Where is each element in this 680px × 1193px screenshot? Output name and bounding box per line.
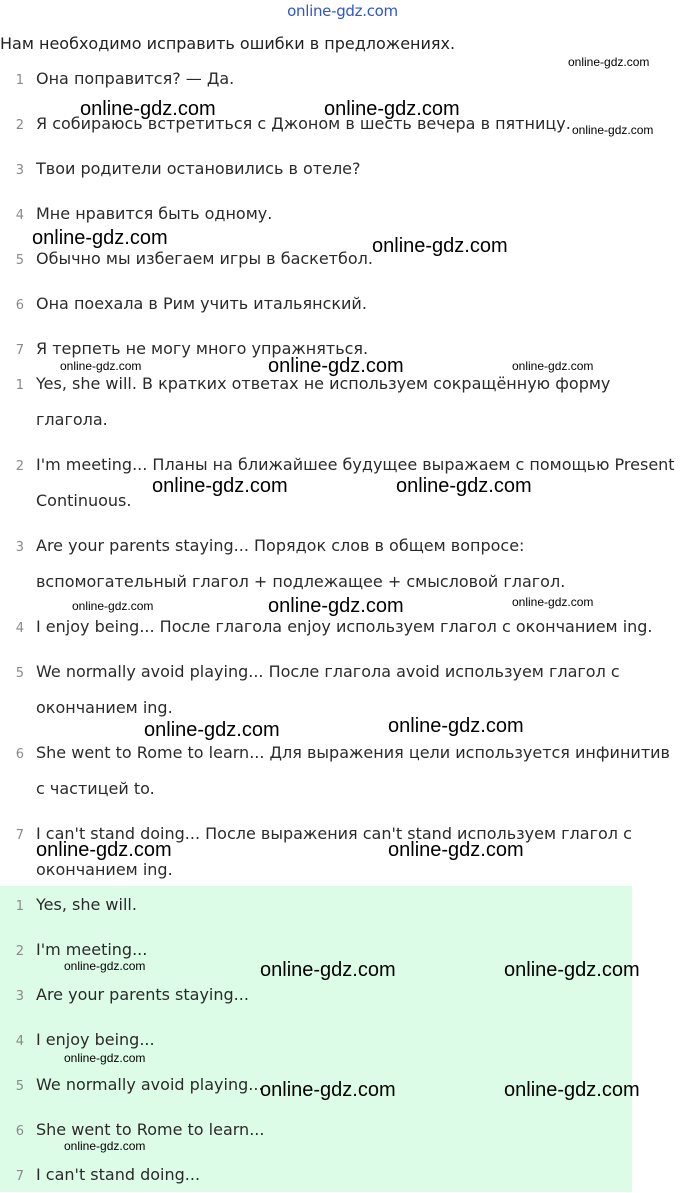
item-number: 4	[15, 208, 24, 223]
watermark: online-gdz.com	[504, 1079, 640, 1101]
watermark: online-gdz.com	[32, 227, 168, 249]
item-text-line1: Yes, she will. В кратких ответах не используем сокращённую форму	[36, 374, 611, 393]
item-text-line2: с частицей to.	[36, 779, 155, 798]
item-number: 3	[15, 989, 24, 1004]
task-intro: Нам необходимо исправить ошибки в предложениях.	[0, 34, 456, 53]
watermark: online-gdz.com	[60, 359, 142, 373]
item-text-line1: I enjoy being... После глагола enjoy используем глагол с окончанием ing.	[36, 617, 653, 636]
item-text-line2: вспомогательный глагол + подлежащее + смысловой глагол.	[36, 572, 566, 591]
site-header-link[interactable]: online-gdz.com	[287, 2, 398, 20]
watermark: online-gdz.com	[268, 595, 404, 617]
item-number: 2	[15, 944, 24, 959]
watermark: online-gdz.com	[388, 839, 524, 861]
item-number: 3	[15, 540, 24, 555]
watermark: online-gdz.com	[396, 475, 532, 497]
item-number: 5	[15, 666, 24, 681]
item-text: Она поправится? — Да.	[36, 69, 235, 88]
item-text: Она поехала в Рим учить итальянский.	[36, 294, 367, 313]
item-text: Обычно мы избегаем игры в баскетбол.	[36, 249, 373, 268]
watermark: online-gdz.com	[372, 235, 508, 257]
item-number: 7	[15, 828, 24, 843]
item-text-line2: окончанием ing.	[36, 860, 173, 879]
item-text: Я терпеть не могу много упражняться.	[36, 339, 369, 358]
item-text-line1: We normally avoid playing... После глагола avoid используем глагол с	[36, 662, 620, 681]
item-text: I enjoy being...	[36, 1030, 155, 1049]
watermark: online-gdz.com	[568, 55, 650, 69]
item-text: She went to Rome to learn...	[36, 1120, 265, 1139]
item-text: I'm meeting...	[36, 940, 148, 959]
item-number: 7	[15, 1169, 24, 1184]
watermark: online-gdz.com	[36, 839, 172, 861]
item-text: Я собираюсь встретиться с Джоном в шесть вечера в пятницу.	[36, 114, 571, 133]
watermark: online-gdz.com	[512, 595, 594, 609]
item-text-line1: I can't stand doing... После выражения can't stand используем глагол с	[36, 824, 632, 843]
item-number: 2	[15, 459, 24, 474]
watermark: online-gdz.com	[388, 715, 524, 737]
item-number: 4	[15, 1034, 24, 1049]
watermark: online-gdz.com	[64, 1051, 146, 1065]
watermark: online-gdz.com	[512, 359, 594, 373]
item-text: Твои родители остановились в отеле?	[36, 159, 361, 178]
watermark: online-gdz.com	[80, 98, 216, 120]
watermark: online-gdz.com	[268, 355, 404, 377]
item-text: Yes, she will.	[36, 895, 137, 914]
item-text-line2: глагола.	[36, 410, 108, 429]
item-text: I can't stand doing...	[36, 1165, 201, 1184]
item-number: 3	[15, 163, 24, 178]
item-number: 1	[15, 899, 24, 914]
item-text-line1: Are your parents staying... Порядок слов в общем вопросе:	[36, 536, 525, 555]
item-number: 1	[15, 378, 24, 393]
item-text: We normally avoid playing...	[36, 1075, 264, 1094]
watermark: online-gdz.com	[260, 1079, 396, 1101]
item-text-line1: I'm meeting... Планы на ближайшее будущее выражаем с помощью Present	[36, 455, 675, 474]
item-text: Are your parents staying...	[36, 985, 249, 1004]
watermark: online-gdz.com	[504, 959, 640, 981]
item-text-line1: She went to Rome to learn... Для выражения цели используется инфинитив	[36, 743, 670, 762]
watermark: online-gdz.com	[152, 475, 288, 497]
watermark: online-gdz.com	[324, 98, 460, 120]
item-number: 6	[15, 1124, 24, 1139]
item-number: 5	[15, 1079, 24, 1094]
item-text-line2: окончанием ing.	[36, 698, 173, 717]
watermark: online-gdz.com	[64, 1139, 146, 1153]
item-text-line2: Continuous.	[36, 491, 132, 510]
watermark: online-gdz.com	[260, 959, 396, 981]
watermark: online-gdz.com	[72, 599, 154, 613]
item-number: 6	[15, 747, 24, 762]
item-text: Мне нравится быть одному.	[36, 204, 273, 223]
item-number: 7	[15, 343, 24, 358]
item-number: 1	[15, 73, 24, 88]
item-number: 2	[15, 118, 24, 133]
watermark: online-gdz.com	[572, 123, 654, 137]
item-number: 5	[15, 253, 24, 268]
item-number: 4	[15, 621, 24, 636]
item-number: 6	[15, 298, 24, 313]
watermark: online-gdz.com	[64, 959, 146, 973]
watermark: online-gdz.com	[144, 719, 280, 741]
